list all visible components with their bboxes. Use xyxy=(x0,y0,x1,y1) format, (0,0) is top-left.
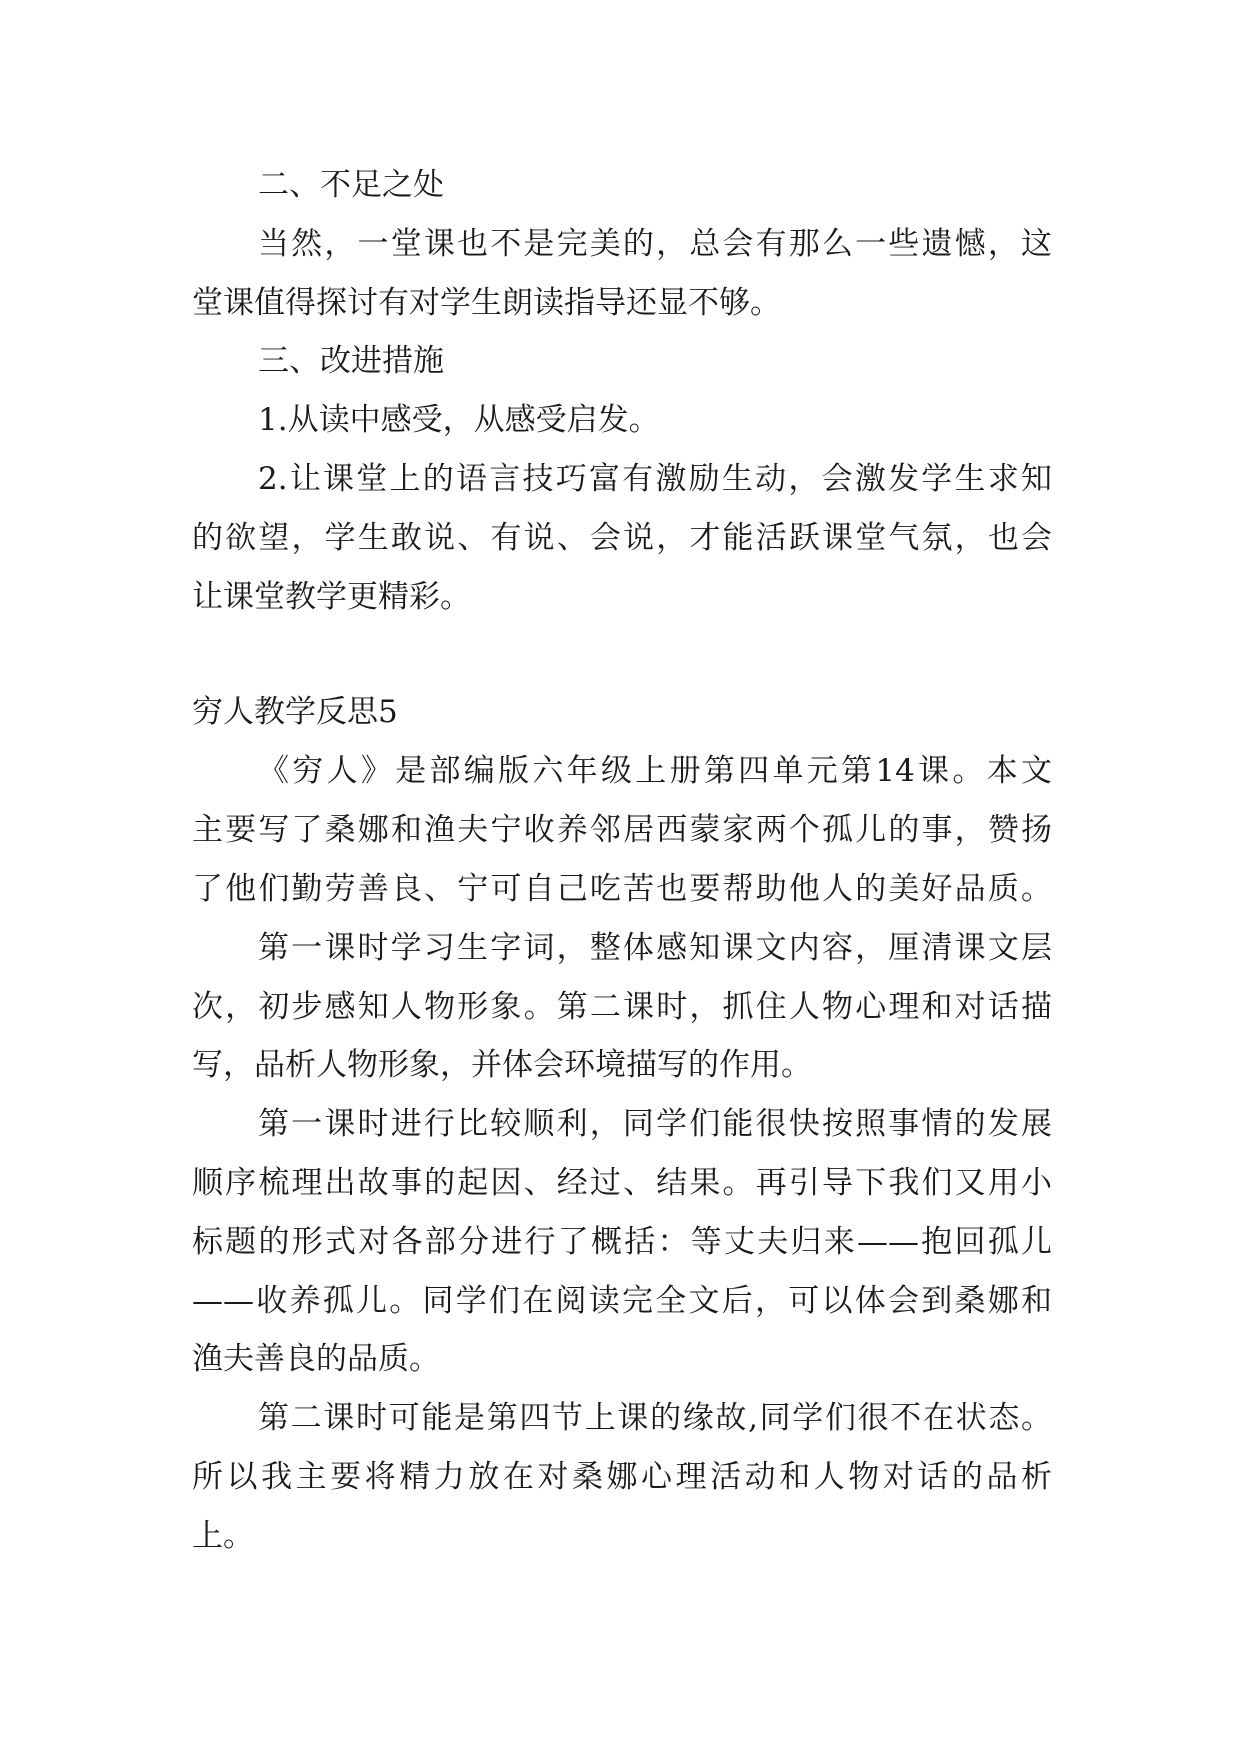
paragraph-line: 让课堂教学更精彩。 xyxy=(192,579,471,615)
paragraph-line: 第一课时学习生字词，整体感知课文内容，厘清课文层 xyxy=(258,930,1052,966)
section-heading-improvements: 三、改进措施 xyxy=(258,343,444,379)
paragraph-line: 标题的形式对各部分进行了概括：等丈夫归来——抱回孤儿 xyxy=(192,1224,1052,1260)
paragraph-line: 第二课时可能是第四节上课的缘故,同学们很不在状态。 xyxy=(258,1400,1052,1436)
paragraph-line: 上。 xyxy=(192,1518,254,1554)
paragraph-line: 渔夫善良的品质。 xyxy=(192,1341,440,1377)
paragraph-line: 当然，一堂课也不是完美的，总会有那么一些遗憾，这 xyxy=(258,226,1052,262)
paragraph-line: 堂课值得探讨有对学生朗读指导还显不够。 xyxy=(192,285,781,321)
paragraph-line: 顺序梳理出故事的起因、经过、结果。再引导下我们又用小 xyxy=(192,1165,1052,1201)
paragraph-line: 的欲望，学生敢说、有说、会说，才能活跃课堂气氛，也会 xyxy=(192,520,1052,556)
paragraph-line: ——收养孤儿。同学们在阅读完全文后，可以体会到桑娜和 xyxy=(192,1283,1052,1319)
paragraph-line: 主要写了桑娜和渔夫宁收养邻居西蒙家两个孤儿的事，赞扬 xyxy=(192,812,1052,848)
paragraph-line: 第一课时进行比较顺利，同学们能很快按照事情的发展 xyxy=(258,1106,1052,1142)
paragraph-line: 《穷人》是部编版六年级上册第四单元第14课。本文 xyxy=(258,753,1052,789)
paragraph-line: 所以我主要将精力放在对桑娜心理活动和人物对话的品析 xyxy=(192,1459,1052,1495)
list-item: 2.让课堂上的语言技巧富有激励生动，会激发学生求知 xyxy=(258,461,1052,497)
paragraph-line: 写，品析人物形象，并体会环境描写的作用。 xyxy=(192,1047,812,1083)
paragraph-line: 了他们勤劳善良、宁可自己吃苦也要帮助他人的美好品质。 xyxy=(192,871,1052,907)
section-heading-shortcomings: 二、不足之处 xyxy=(258,167,444,203)
article-title: 穷人教学反思5 xyxy=(192,694,398,730)
paragraph-line: 次，初步感知人物形象。第二课时，抓住人物心理和对话描 xyxy=(192,989,1052,1025)
list-item: 1.从读中感受，从感受启发。 xyxy=(258,402,660,438)
